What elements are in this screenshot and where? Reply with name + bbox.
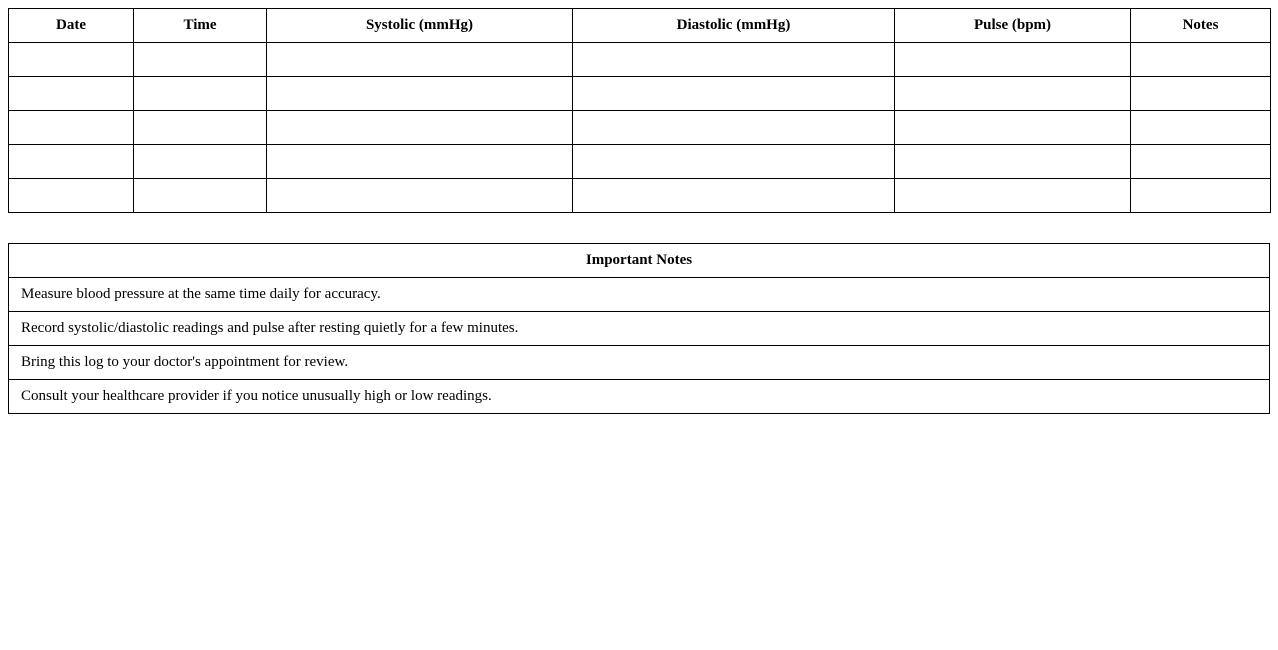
important-notes-table [8,243,1270,414]
cell-notes[interactable] [1131,43,1271,77]
cell-date[interactable] [9,145,134,179]
note-text: Consult your healthcare provider if you notice unusually high or low readings. [9,380,1270,414]
header-notes: Notes [1131,9,1271,43]
cell-systolic[interactable] [267,145,573,179]
note-text: Bring this log to your doctor's appointment for review. [9,346,1270,380]
header-diastolic: Diastolic (mmHg) [573,9,895,43]
blood-pressure-log-table [8,8,1271,213]
cell-systolic[interactable] [267,179,573,213]
cell-time[interactable] [134,145,267,179]
cell-systolic[interactable] [267,43,573,77]
note-text: Record systolic/diastolic readings and pulse after resting quietly for a few minutes. [9,312,1270,346]
list-item [9,380,1270,414]
cell-notes[interactable] [1131,145,1271,179]
cell-diastolic[interactable] [573,179,895,213]
table-row [9,77,1271,111]
cell-date[interactable] [9,77,134,111]
cell-date[interactable] [9,179,134,213]
table-row [9,111,1271,145]
list-item [9,346,1270,380]
cell-diastolic[interactable] [573,43,895,77]
cell-diastolic[interactable] [573,77,895,111]
cell-time[interactable] [134,43,267,77]
cell-time[interactable] [134,77,267,111]
cell-notes[interactable] [1131,77,1271,111]
cell-pulse[interactable] [895,77,1131,111]
cell-pulse[interactable] [895,145,1131,179]
header-date: Date [9,9,134,43]
table-row [9,43,1271,77]
table-row [9,179,1271,213]
cell-notes[interactable] [1131,179,1271,213]
cell-pulse[interactable] [895,179,1131,213]
cell-diastolic[interactable] [573,111,895,145]
note-text: Measure blood pressure at the same time daily for accuracy. [9,278,1270,312]
header-pulse: Pulse (bpm) [895,9,1131,43]
cell-systolic[interactable] [267,77,573,111]
table-row [9,145,1271,179]
cell-date[interactable] [9,43,134,77]
header-time: Time [134,9,267,43]
cell-time[interactable] [134,179,267,213]
list-item [9,312,1270,346]
cell-date[interactable] [9,111,134,145]
cell-notes[interactable] [1131,111,1271,145]
header-systolic: Systolic (mmHg) [267,9,573,43]
cell-diastolic[interactable] [573,145,895,179]
cell-systolic[interactable] [267,111,573,145]
notes-header-row [9,244,1270,278]
list-item [9,278,1270,312]
table-header-row [9,9,1271,43]
cell-pulse[interactable] [895,43,1131,77]
notes-title: Important Notes [9,244,1270,278]
cell-time[interactable] [134,111,267,145]
cell-pulse[interactable] [895,111,1131,145]
